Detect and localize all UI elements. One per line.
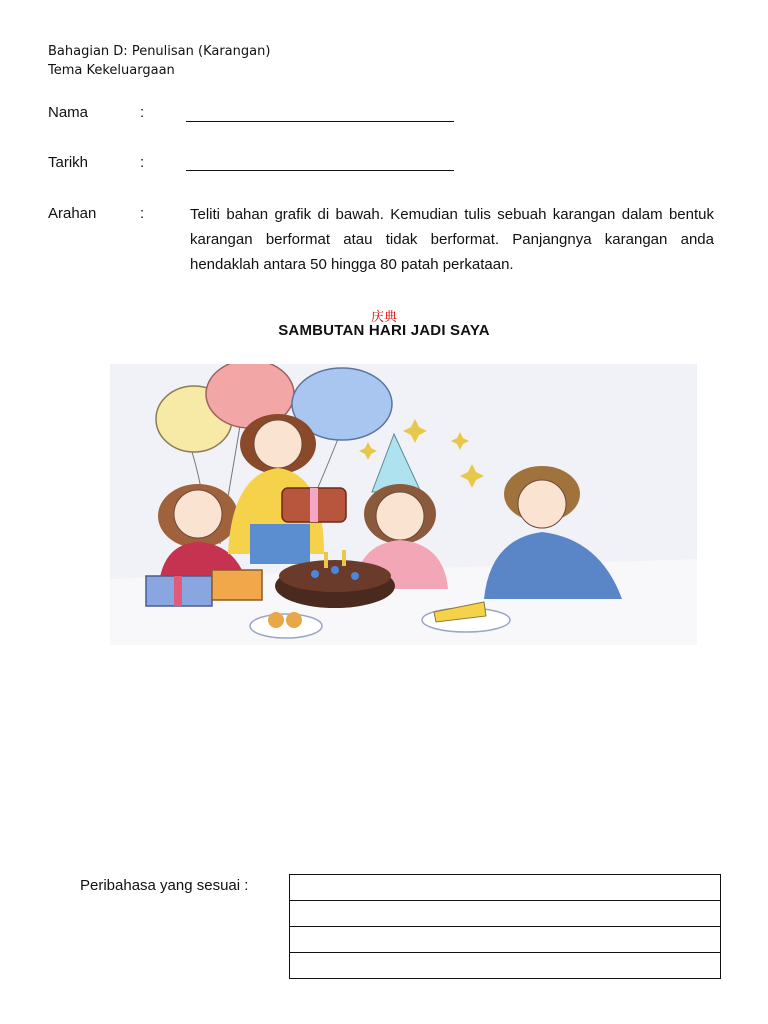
theme-heading: Tema Kekeluargaan	[48, 63, 175, 78]
proverb-answer-row[interactable]	[290, 901, 720, 927]
section-heading: Bahagian D: Penulisan (Karangan)	[48, 44, 271, 59]
instruction-colon: :	[140, 205, 145, 222]
date-label: Tarikh	[48, 154, 89, 171]
chinese-caption: 庆典	[370, 310, 397, 325]
gift-box-icon	[212, 570, 262, 600]
proverb-answer-row[interactable]	[290, 875, 720, 901]
name-label: Nama	[48, 104, 89, 121]
instruction-label: Arahan	[48, 205, 97, 222]
proverb-answer-table[interactable]	[289, 874, 721, 979]
food-plate-icon	[250, 614, 322, 638]
proverb-label: Peribahasa yang sesuai :	[80, 877, 249, 894]
proverb-answer-row[interactable]	[290, 953, 720, 978]
proverb-answer-row[interactable]	[290, 927, 720, 953]
date-colon: :	[140, 154, 145, 171]
date-answer-line[interactable]	[186, 170, 454, 171]
picture-title: SAMBUTAN HARI JADI SAYA	[278, 322, 490, 339]
name-colon: :	[140, 104, 145, 121]
instruction-text: Teliti bahan grafik di bawah. Kemudian tulis sebuah karangan dalam bentuk karangan berformat atau tidak berformat. Panjangnya karangan anda hendaklah antara 50 hingga 80 patah perkataan.	[190, 206, 714, 273]
birthday-party-illustration	[110, 364, 697, 645]
name-answer-line[interactable]	[186, 121, 454, 122]
